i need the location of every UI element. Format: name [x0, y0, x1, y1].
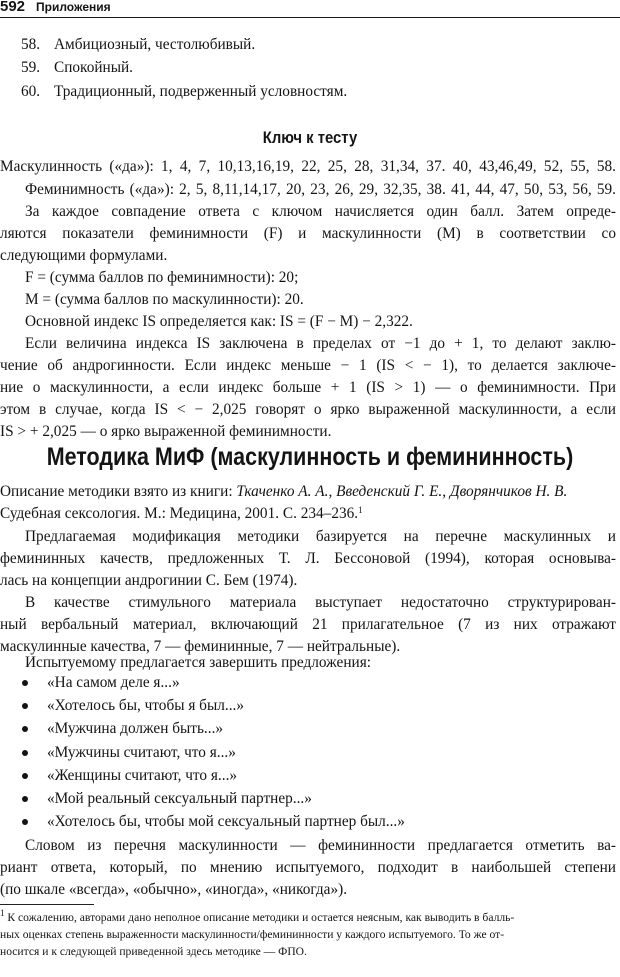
- source-publication: Судебная сексология. М.: Медицина, 2001. С. 234–236.: [0, 505, 359, 522]
- paragraph-line: ляются показатели феминимности (F) и маскулинности (M) в соответствии со: [0, 225, 616, 242]
- bullet-icon: [22, 819, 28, 825]
- list-item: Традиционный, подверженный условностям.: [54, 83, 348, 100]
- paragraph-line: риант ответа, который, по мнению испытуемого, подходит в наибольшей степени: [0, 859, 616, 876]
- bullet-icon: [22, 750, 28, 756]
- key-line-masculinity: Маскулинность («да»): 1, 4, 7, 10,13,16,19, 22, 25, 28, 31,34, 37. 40, 43,46,49, 52, 55, 58.: [0, 158, 616, 175]
- paragraph-line: лась на концепции андрогинии С. Бем (1974).: [0, 572, 298, 589]
- key-line-femininity: Феминимность («да»): 2, 5, 8,11,14,17, 20, 23, 26, 29, 32,35, 38. 41, 44, 47, 50, 53, 56, 59.: [25, 181, 616, 198]
- paragraph-line: IS > + 2,025 — о ярко выраженной феминимности.: [0, 423, 332, 440]
- paragraph-line: За каждое совпадение ответа с ключом начисляется один балл. Затем опреде-: [25, 203, 616, 220]
- list-item: Спокойный.: [54, 59, 134, 76]
- bullet-icon: [22, 773, 28, 779]
- paragraph-line: следующими формулами.: [0, 247, 168, 264]
- bullet-icon: [22, 703, 28, 709]
- paragraph-line: ние о маскулинности, а если индекс больше + 1 (IS > 1) — о феминимности. При: [0, 379, 616, 396]
- paragraph-line: ный вербальный материал, включающий 21 прилагательное (7 из них отражают: [0, 616, 616, 633]
- list-item: «Женщины считают, что я...»: [0, 765, 620, 786]
- list-item: Амбициозный, честолюбивый.: [54, 36, 256, 53]
- section-title: Приложения: [36, 0, 111, 14]
- list-item-number: 58.: [21, 36, 41, 53]
- list-item-number: 60.: [21, 83, 41, 100]
- paragraph-line: чение об андрогинности. Если индекс меньше − 1 (IS < − 1), то делается заключе-: [0, 357, 616, 374]
- paragraph-line: маскулинные качества, 7 — фемининные, 7 — нейтральные).: [0, 638, 401, 655]
- footnote-reference: 1: [358, 505, 363, 515]
- list-item: «Хотелось бы, чтобы мой сексуальный партнер был...»: [0, 811, 620, 832]
- source-line: [0, 504, 620, 524]
- source-prefix: Описание методики взято из книги:: [0, 483, 237, 500]
- list-item: «Мой реальный сексуальный партнер...»: [0, 788, 620, 809]
- list-item: «Хотелось бы, чтобы я был...»: [0, 695, 620, 716]
- paragraph-line: этом в случае, когда IS < − 2,025 говорят о ярко выраженной маскулинности, а если: [0, 401, 616, 418]
- formula-f: F = (сумма баллов по феминимности): 20;: [25, 269, 299, 286]
- paragraph-line: Испытуемому предлагается завершить предложения:: [25, 654, 371, 671]
- bullet-icon: [22, 796, 28, 802]
- footnote-line: $^1$ К сожалению, авторами дано неполное описание методики и остается неясным, как выводить в балль-: [0, 908, 515, 924]
- footnote-line: ных оценках степень выраженности маскулинности/фемининности у каждого испытуемого. То же от-: [0, 928, 505, 941]
- list-item: «На самом деле я...»: [0, 672, 620, 693]
- running-header: [0, 0, 620, 18]
- footnote-divider: [0, 904, 94, 905]
- formula-m: M = (сумма баллов по маскулинности): 20.: [25, 291, 304, 308]
- paragraph-line: В качестве стимульного материала выступает недостаточно структурирован-: [25, 594, 616, 611]
- page-number: 592: [0, 0, 26, 15]
- list-item-number: 59.: [21, 59, 41, 76]
- footnote-line: носится и к следующей приведенной здесь методике — ФПО.: [0, 945, 307, 958]
- method-heading: Методика МиФ (маскулинность и фемининность): [46, 443, 574, 471]
- paragraph-line: фемининных качеств, предложенных Т. Л. Бессоновой (1994), которая основыва-: [0, 550, 616, 567]
- list-item: «Мужчина должен быть...»: [0, 718, 620, 739]
- paragraph-line: (по шкале «всегда», «обычно», «иногда», «никогда»).: [0, 881, 348, 898]
- paragraph-line: Предлагаемая модификация методики базируется на перечне маскулинных и: [25, 528, 616, 545]
- list-item: «Мужчины считают, что я...»: [0, 742, 620, 763]
- source-authors: Ткаченко А. А., Введенский Г. Е., Дворянчиков Н. В.: [236, 483, 568, 500]
- formula-is: Основной индекс IS определяется как: IS = (F − M) − 2,322.: [25, 313, 413, 330]
- paragraph-line: Если величина индекса IS заключена в пределах от −1 до + 1, то делают заклю-: [25, 335, 616, 352]
- footnote-mark: 1: [0, 908, 5, 918]
- bullet-icon: [22, 726, 28, 732]
- key-heading: Ключ к тесту: [262, 129, 358, 147]
- paragraph-line: Словом из перечня маскулинности — фемининности предлагается отметить ва-: [25, 837, 616, 854]
- bullet-icon: [22, 680, 28, 686]
- source-line: [0, 482, 620, 502]
